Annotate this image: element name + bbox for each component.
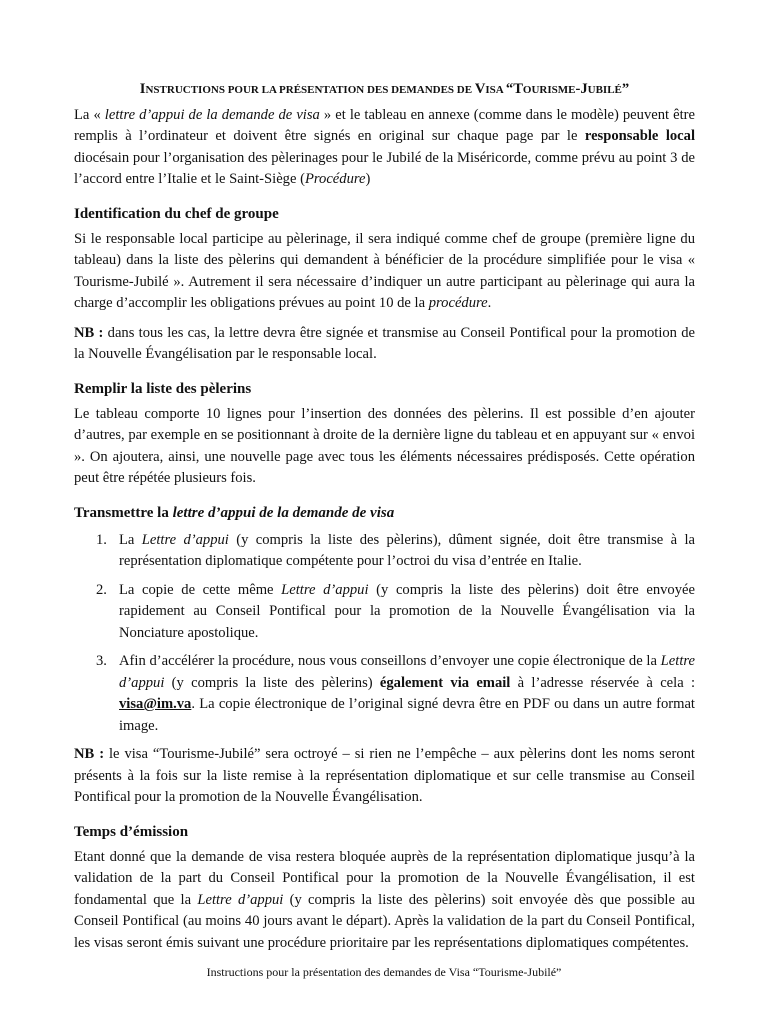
list-number: 1. [96,531,107,548]
nb-label: NB : [74,746,105,762]
nb-note-2 [74,744,695,809]
email-link[interactable]: visa@im.va [119,696,192,712]
document-page [74,79,695,954]
text-run-italic: Procédure [304,171,366,187]
title-part: “T [505,81,523,97]
list-item [74,651,695,737]
section-heading-temps-emission: Temps d’émission [74,823,189,840]
list-number: 2. [96,581,107,598]
text-run: diocésain pour l’organisation des pèlerinages pour le Jubilé de la Miséricorde, comme prévu au point 3 de l’accord entre l’Italie et le Saint-Siège ( [74,149,695,187]
text-run-italic: lettre d’appui de la demande de visa [104,106,320,123]
section-heading-chef-groupe: Identification du chef de groupe [74,205,279,222]
nb-note-1 [74,323,695,366]
liste-pelerins-paragraph: Le tableau comporte 10 lignes pour l’insertion des données des pèlerins. Il est possible d’en ajouter d’autres, par exemple en se positionnant à droite de la dernière ligne du tableau et en appuyant sur « envoi ». On ajoutera, ainsi, une nouvelle page avec tous les éléments nécessaires prédisposés. Cette opération peut être répétée plusieurs fois. [74,405,695,486]
page-footer: Instructions pour la présentation des demandes de Visa “Tourisme-Jubilé” [206,965,562,979]
title-part: OURISME [522,84,576,96]
text-run: Transmettre la [74,504,173,521]
text-run: » et le tableau en annexe (comme dans le modèle) peuvent être remplis à l’ordinateur et doivent être signés en original sur chaque page par le [74,106,695,144]
list-item [74,580,695,645]
title-part: V [474,81,486,97]
text-run: (y compris la liste des pèlerins) soit envoyée dès que possible au Conseil Pontifical (au moins 40 jours avant le départ). Après la validation de la part du Conseil Pontifical, les visas seront émis suivant une procédure prioritaire par les représentations diplomatiques compétentes. [74,891,695,951]
text-run-italic: lettre d’appui de la demande de visa [172,504,395,521]
text-run: dans tous les cas, la lettre devra être signée et transmise au Conseil Pontifical pour la promotion de la Nouvelle Évangélisation par le responsable local. [74,324,695,362]
text-run: (y compris la liste des pèlerins) doit être envoyée rapidement au Conseil Pontifical pour la promotion de la Nouvelle Évangélisation via la Nonciature apostolique. [119,581,695,641]
text-run: La copie de cette même [119,581,282,598]
text-run-italic: Lettre d’appui [281,581,369,598]
chef-groupe-paragraph [74,229,695,315]
title-part: UBILÉ [587,84,622,96]
text-run: ) [365,171,371,187]
temps-emission-paragraph [74,847,695,955]
nb-label: NB : [74,324,104,341]
title-part: ” [621,81,630,97]
section-heading-liste-pelerins: Remplir la liste des pèlerins [74,380,252,397]
list-item [74,530,695,573]
text-run: La « [74,106,105,123]
text-run: . La copie électronique de l’original signé devra être en PDF ou dans un autre format image. [119,696,695,734]
title-part: NSTRUCTIONS POUR LA PRÉSENTATION DES DEMANDES DE [145,84,475,96]
text-run: Afin d’accélérer la procédure, nous vous conseillons d’envoyer une copie électronique de la [119,653,661,669]
transmission-steps-list [74,530,695,738]
document-title [74,79,695,102]
text-run: La [119,531,142,548]
text-run-bold: également via email [379,674,511,691]
text-run-italic: Lettre d’appui [119,653,695,691]
title-part: ISA [485,84,506,96]
text-run: . [487,295,492,311]
text-run: à l’adresse réservée à cela : [510,674,696,691]
title-part: -J [575,81,588,97]
text-run-bold: responsable local [584,128,695,144]
title-part: I [139,81,146,97]
text-run: (y compris la liste des pèlerins) [164,674,380,691]
text-run: Si le responsable local participe au pèlerinage, il sera indiqué comme chef de groupe (première ligne du tableau) dans la liste des pèlerins qui demandent à bénéficier de la procédure simplifiée pour le visa « Tourisme-Jubilé ». Autrement il sera nécessaire d’indiquer un autre participant au pèlerinage qui aura la charge d’accomplir les obligations prévues au point 10 de la [74,230,695,311]
intro-paragraph [74,105,695,191]
text-run-italic: Lettre d’appui [141,531,229,548]
text-run-italic: procédure [428,295,488,311]
section-heading-transmettre [74,502,695,524]
text-run: Etant donné que la demande de visa restera bloquée auprès de la représentation diplomatique jusqu’à la validation de la part du Conseil Pontifical pour la promotion de la Nouvelle Évangélisation, il est fondamental que la [74,848,695,908]
text-run: le visa “Tourisme-Jubilé” sera octroyé – si rien ne l’empêche – aux pèlerins dont les noms seront présents à la fois sur la liste remise à la représentation diplomatique et sur celle transmise au Conseil Pontifical pour la promotion de la Nouvelle Évangélisation. [74,746,695,805]
text-run: (y compris la liste des pèlerins), dûment signée, doit être transmise à la représentation diplomatique compétente pour l’octroi du visa d’entrée en Italie. [119,531,695,569]
list-number: 3. [96,653,107,669]
text-run-italic: Lettre d’appui [197,891,284,908]
